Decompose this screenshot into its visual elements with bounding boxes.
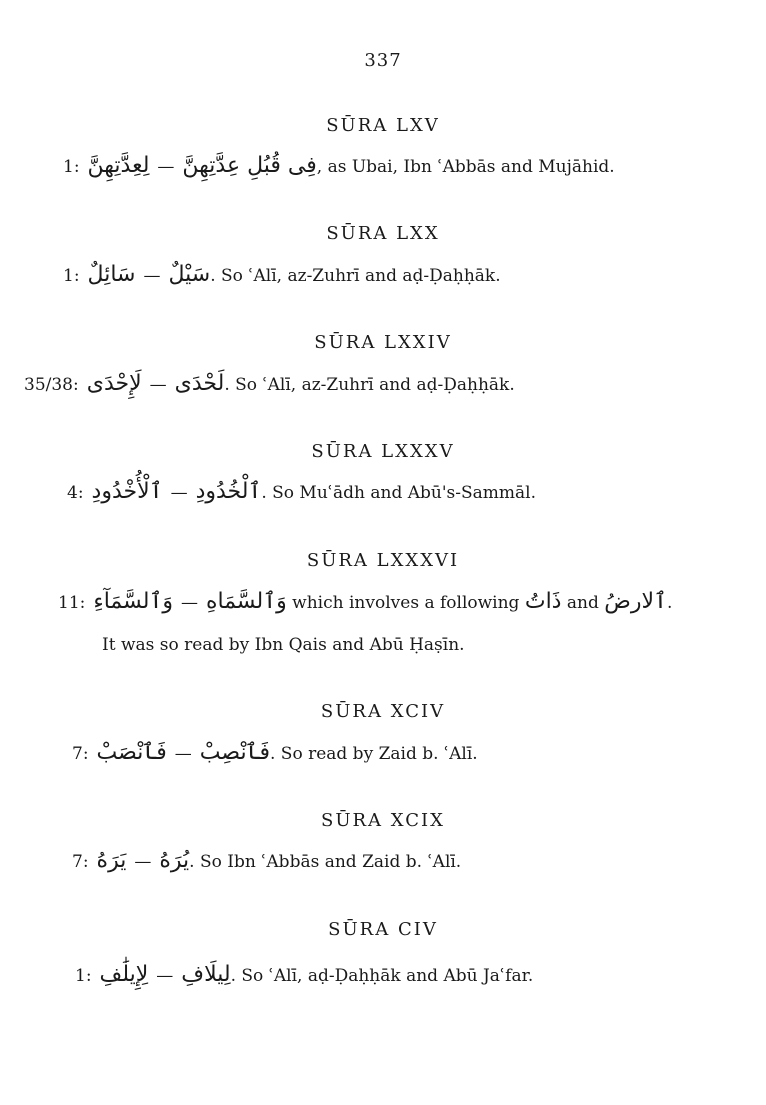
variant-line: [75, 962, 533, 987]
sura-heading: SŪRA LXXXV: [311, 441, 455, 462]
variant-note: , as Ubai, Ibn ʿAbbās and Mujāhid.: [316, 157, 615, 177]
continuation-line: It was so read by Ibn Qais and Abū Ḥaṣīn.: [102, 635, 465, 655]
arabic-reading: لِإِيلَٰفِ: [99, 962, 149, 987]
verse-number: 7:: [72, 852, 89, 872]
variant-note: and: [561, 593, 605, 613]
dash-separator: —: [170, 483, 188, 503]
arabic-word: ٱلارضُ: [604, 589, 667, 614]
verse-number: 11:: [58, 593, 86, 613]
sura-heading: SŪRA LXXXVI: [306, 550, 460, 571]
dash-separator: —: [134, 852, 152, 872]
arabic-variant: فِى قُبُلِ عِدَّتِهِنَّ: [182, 153, 317, 178]
variant-note: . So read by Zaid b. ʿAlī.: [269, 744, 478, 764]
arabic-reading: لَإِحْدَى: [86, 371, 142, 396]
dash-separator: —: [180, 593, 198, 613]
arabic-variant: وَٱلسَّمَاهِ: [205, 589, 287, 614]
dash-separator: —: [156, 966, 174, 986]
sura-heading: SŪRA XCIX: [321, 810, 445, 831]
variant-line: [72, 740, 478, 765]
variant-note: . So ʿAlī, az-Zuhrī and aḍ-Ḍaḥḥāk.: [224, 375, 515, 395]
page-number: 337: [364, 50, 402, 71]
arabic-word: ذَاتُ: [524, 589, 562, 614]
verse-number: 7:: [72, 744, 89, 764]
variant-line: [24, 371, 515, 396]
variant-line: [63, 153, 615, 178]
arabic-variant: لِيلَافِ: [181, 962, 231, 987]
variant-note: . So ʿAlī, az-Zuhrī and aḍ-Ḍaḥḥāk.: [210, 266, 501, 286]
dash-separator: —: [174, 744, 192, 764]
sura-heading: SŪRA CIV: [328, 919, 438, 940]
variant-note: which involves a following: [286, 593, 525, 613]
variant-line: [72, 848, 461, 873]
variant-line: [63, 262, 501, 287]
arabic-reading: وَٱلسَّمَآءِ: [93, 589, 173, 614]
dash-separator: —: [157, 157, 175, 177]
arabic-variant: سَيْلٌ: [168, 262, 211, 287]
arabic-reading: لِعِدَّتِهِنَّ: [87, 153, 150, 178]
arabic-reading: سَائِلٌ: [87, 262, 136, 287]
variant-note: .: [666, 593, 673, 613]
verse-number: 1:: [63, 157, 80, 177]
verse-number: 4:: [67, 483, 84, 503]
verse-number: 1:: [75, 966, 92, 986]
arabic-variant: فَٱنْصِبْ: [199, 740, 270, 765]
variant-line: [67, 479, 536, 504]
arabic-variant: لَحْدَى: [174, 371, 225, 396]
arabic-reading: فَٱنْصَبْ: [96, 740, 167, 765]
verse-number: 1:: [63, 266, 80, 286]
sura-heading: SŪRA XCIV: [320, 701, 446, 722]
variant-note: . So Muʿādh and Abū's-Sammāl.: [261, 483, 536, 503]
arabic-reading: يَرَهُ: [96, 848, 127, 873]
verse-number: 35/38:: [24, 375, 79, 395]
sura-heading: SŪRA LXX: [326, 223, 440, 244]
arabic-reading: ٱلْأُخْدُودِ: [91, 479, 163, 504]
dash-separator: —: [149, 375, 167, 395]
arabic-variant: يُرَهُ: [159, 848, 190, 873]
arabic-variant: ٱلْخُدُودِ: [195, 479, 262, 504]
dash-separator: —: [143, 266, 161, 286]
variant-note: . So Ibn ʿAbbās and Zaid b. ʿAlī.: [189, 852, 462, 872]
variant-line: [58, 589, 672, 614]
variant-note: . So ʿAlī, aḍ-Ḍaḥḥāk and Abū Jaʿfar.: [230, 966, 534, 986]
sura-heading: SŪRA LXXIV: [314, 332, 452, 353]
sura-heading: SŪRA LXV: [326, 115, 440, 136]
